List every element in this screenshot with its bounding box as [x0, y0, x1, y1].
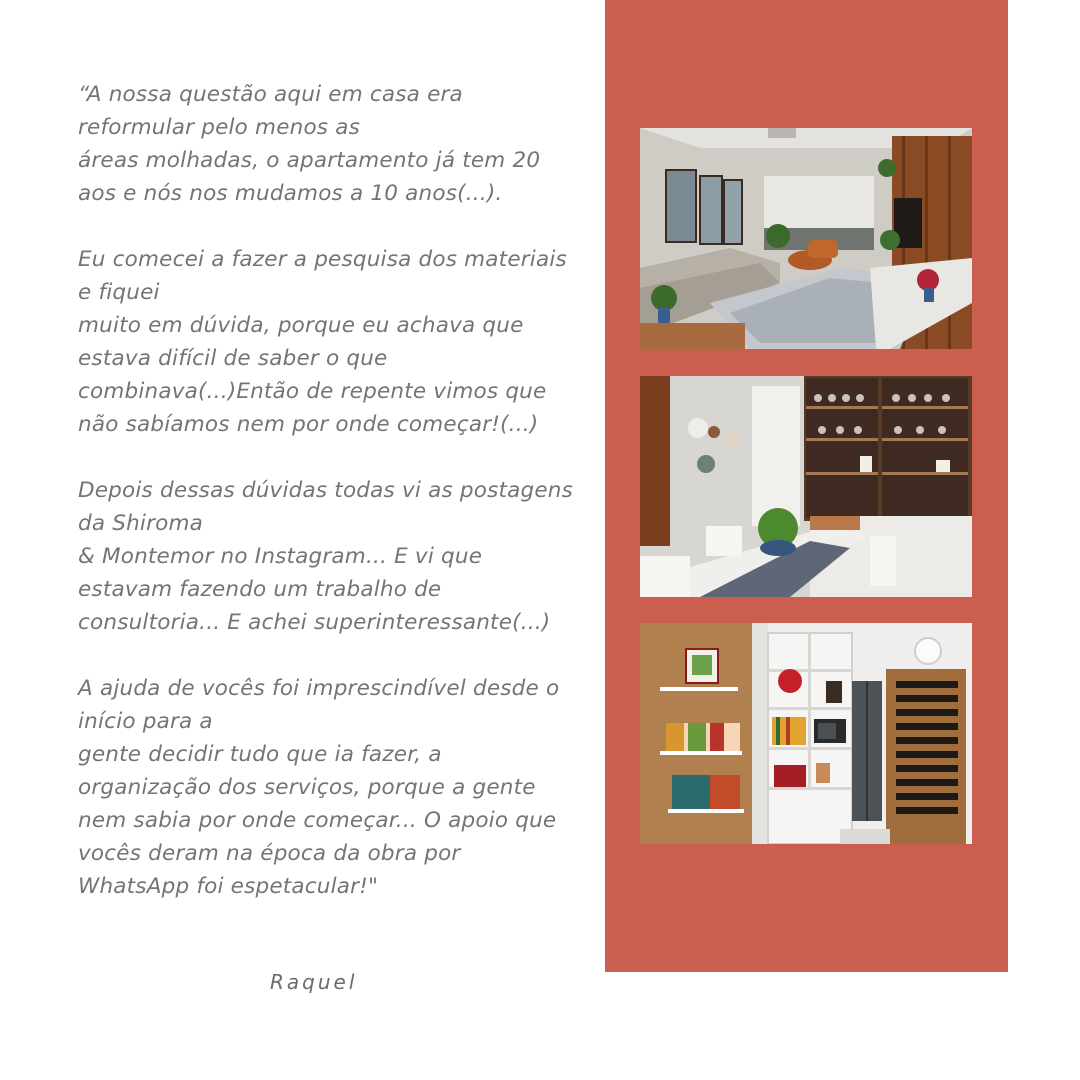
- dining-room-photo: [640, 376, 972, 597]
- quote-paragraph-1: “A nossa questão aqui em casa era reformular pelo menos as áreas molhadas, o apartamento já tem 20 aos e nós nos mudamos a 10 anos(...).: [78, 82, 541, 206]
- living-room-photo: [640, 128, 972, 349]
- testimonial-author: Raquel: [270, 970, 358, 994]
- quote-paragraph-3: Depois dessas dúvidas todas vi as postagens da Shiroma & Montemor no Instagram... E vi que estavam fazendo um trabalho de consultoria... E achei superinteressante(...): [78, 478, 574, 635]
- testimonial-quote: [78, 78, 578, 936]
- quote-paragraph-2: Eu comecei a fazer a pesquisa dos materiais e fiquei muito em dúvida, porque eu achava que estava difícil de saber o que combinava(...)Então de repente vimos que não sabíamos nem por onde começar!(...): [78, 247, 567, 437]
- quote-paragraph-4: A ajuda de vocês foi imprescindível desde o início para a gente decidir tudo que ia fazer, a organização dos serviços, porque a gente nem sabia por onde começar... O apoio que vocês deram na época da obra por WhatsApp foi espetacular!": [78, 676, 560, 899]
- kitchen-photo: [640, 623, 972, 844]
